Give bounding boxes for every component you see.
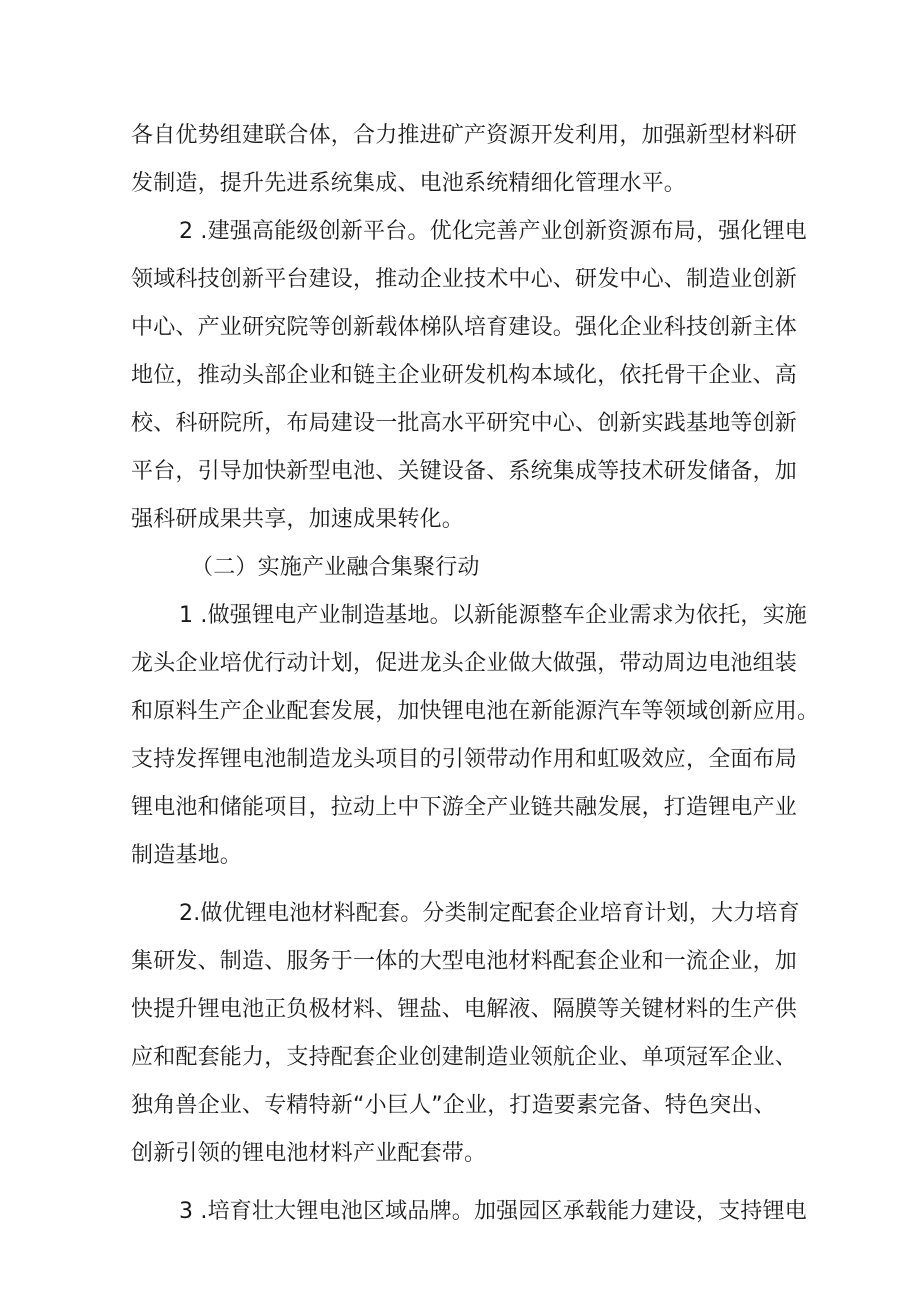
text-line: 强科研成果共享，加速成果转化。 xyxy=(131,507,465,532)
text-line: 支持发挥锂电池制造龙头项目的引领带动作用和虹吸效应，全面布局 xyxy=(131,747,798,772)
text-line: 快提升锂电池正负极材料、锂盐、电解液、隔膜等关键材料的生产供 xyxy=(131,997,798,1022)
text-line: 各自优势组建联合体，合力推进矿产资源开发利用，加强新型材料研 xyxy=(131,123,798,148)
text-line: 1 .做强锂电产业制造基地。以新能源整车企业需求为依托，实施 xyxy=(179,603,807,628)
text-line: 独角兽企业、专精特新“小巨人”企业，打造要素完备、特色突出、 xyxy=(131,1093,776,1118)
text-line: 校、科研院所，布局建设一批高水平研究中心、创新实践基地等创新 xyxy=(131,411,798,436)
text-line: 应和配套能力，支持配套企业创建制造业领航企业、单项冠军企业、 xyxy=(131,1045,798,1070)
text-line: 龙头企业培优行动计划，促进龙头企业做大做强，带动周边电池组装 xyxy=(131,651,798,676)
text-line: 集研发、制造、服务于一体的大型电池材料配套企业和一流企业，加 xyxy=(131,949,798,974)
text-line: 发制造，提升先进系统集成、电池系统精细化管理水平。 xyxy=(131,171,687,196)
text-line: 2 .建强高能级创新平台。优化完善产业创新资源布局，强化锂电 xyxy=(179,219,807,244)
text-line: 领域科技创新平台建设，推动企业技术中心、研发中心、制造业创新 xyxy=(131,267,798,292)
text-line: 创新引领的锂电池材料产业配套带。 xyxy=(131,1141,487,1166)
text-line: 中心、产业研究院等创新载体梯队培育建设。强化企业科技创新主体 xyxy=(131,315,798,340)
text-line: 平台，引导加快新型电池、关键设备、系统集成等技术研发储备，加 xyxy=(131,459,798,484)
section-heading: （二）实施产业融合集聚行动 xyxy=(191,555,480,580)
text-line: 锂电池和储能项目，拉动上中下游全产业链共融发展，打造锂电产业 xyxy=(131,795,798,820)
text-line: 3 .培育壮大锂电池区域品牌。加强园区承载能力建设，支持锂电 xyxy=(179,1199,807,1224)
text-line: 制造基地。 xyxy=(131,843,243,868)
text-line: 和原料生产企业配套发展，加快锂电池在新能源汽车等领域创新应用。 xyxy=(131,699,820,724)
text-line: 2.做优锂电池材料配套。分类制定配套企业培育计划，大力培育 xyxy=(179,901,800,926)
text-line: 地位，推动头部企业和链主企业研发机构本域化，依托骨干企业、高 xyxy=(131,363,798,388)
